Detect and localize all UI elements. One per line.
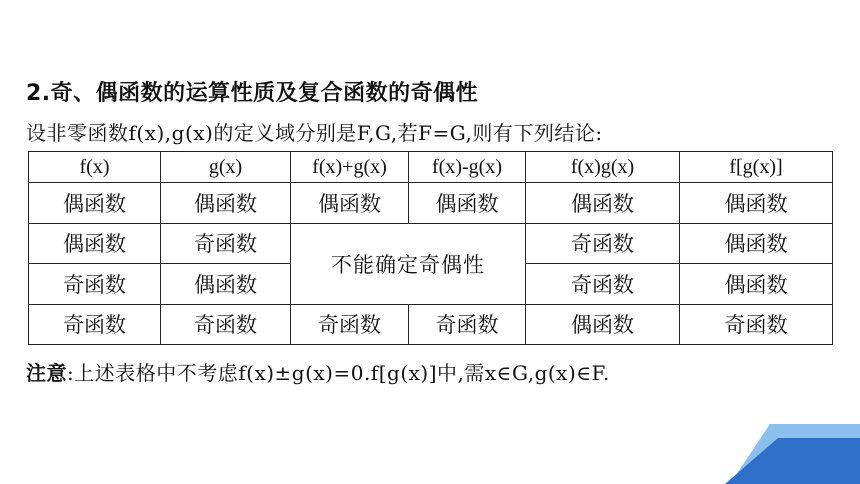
table-row [29,223,833,263]
table-cell: 奇函数 [291,304,409,344]
table-cell: 偶函数 [29,223,161,263]
table-cell: 奇函数 [161,304,291,344]
header-cell: f(x)-g(x) [409,152,526,183]
table-cell: 偶函数 [680,264,833,304]
section-title: 2.奇、偶函数的运算性质及复合函数的奇偶性 [26,81,479,106]
header-cell: f[g(x)] [680,152,833,183]
header-cell: f(x)g(x) [526,152,680,183]
table-cell: 奇函数 [29,304,161,344]
header-cell: g(x) [161,152,291,183]
table-cell: 奇函数 [526,223,680,263]
table-cell: 奇函数 [29,264,161,304]
table-row [29,183,833,223]
table-cell: 偶函数 [29,183,161,223]
table-header-row [29,152,833,183]
header-cell: f(x)+g(x) [291,152,409,183]
deco-dark-shape [725,438,860,484]
note-label: 注意 [26,361,67,385]
note-body: :上述表格中不考虑f(x)±g(x)=0.f[g(x)]中,需x∈G,g(x)∈F. [67,361,610,385]
table-cell: 偶函数 [526,183,680,223]
table-cell: 奇函数 [526,264,680,304]
table-cell: 偶函数 [680,183,833,223]
note-text [26,357,610,386]
table-row [29,304,833,344]
corner-decoration [720,424,860,484]
table-cell: 偶函数 [161,264,291,304]
header-cell: f(x) [29,152,161,183]
table-cell: 偶函数 [291,183,409,223]
table-cell: 偶函数 [526,304,680,344]
table-cell: 偶函数 [409,183,526,223]
table-cell: 偶函数 [161,183,291,223]
table-cell: 奇函数 [409,304,526,344]
parity-table [28,151,833,345]
table-cell: 奇函数 [161,223,291,263]
merged-cell: 不能确定奇偶性 [291,223,526,304]
table-cell: 奇函数 [680,304,833,344]
intro-text: 设非零函数f(x),g(x)的定义域分别是F,G,若F=G,则有下列结论: [26,121,603,145]
table-cell: 偶函数 [680,223,833,263]
